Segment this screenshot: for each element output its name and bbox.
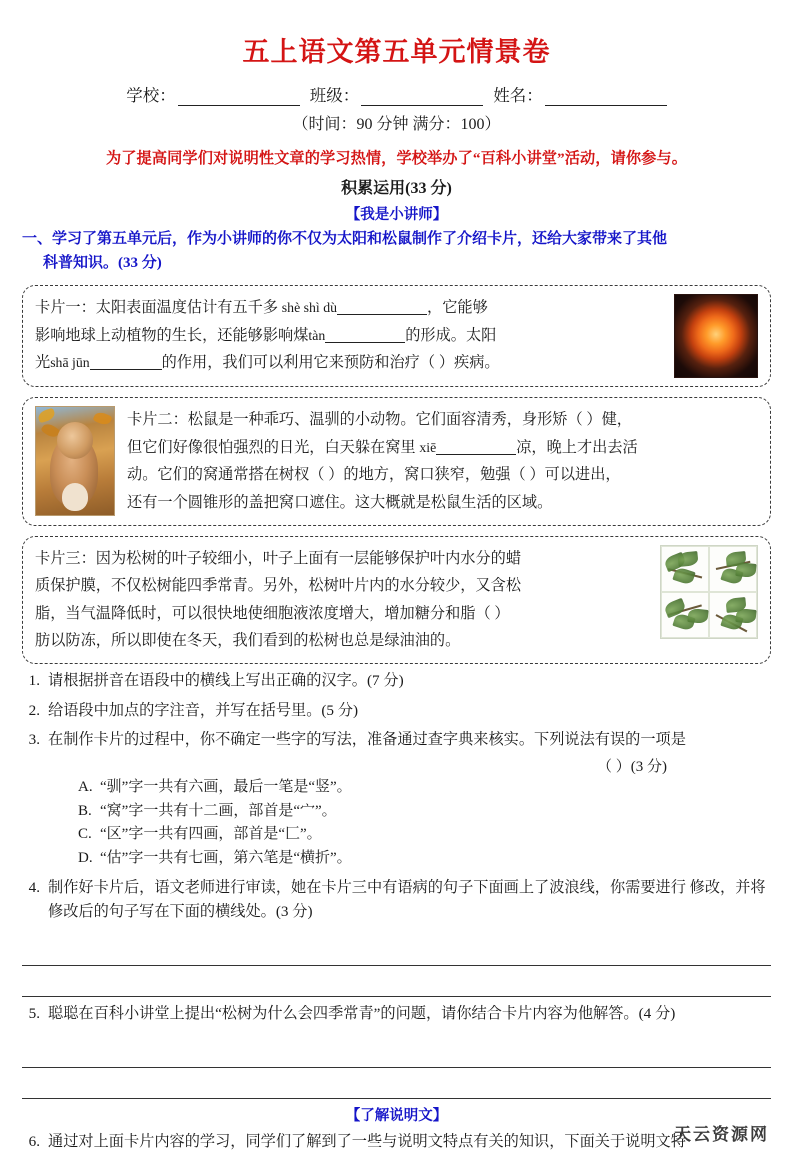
name-field[interactable] xyxy=(493,82,667,106)
school-label: 学校： xyxy=(126,86,176,106)
main-question-one xyxy=(22,228,771,275)
leaf-decor-2 xyxy=(92,410,112,427)
question-6-number: 6. xyxy=(28,1132,40,1150)
question-3 xyxy=(22,728,771,753)
question-4-line1: 制作好卡片后，语文老师进行审读，她在卡片三中有语病的句子下面画上了波浪线，你需要进行 xyxy=(48,878,686,896)
pine-cell-2 xyxy=(709,546,757,592)
question-4-body xyxy=(48,876,771,925)
question-3-answer-mark[interactable]: （ ）(3 分) xyxy=(597,759,667,776)
question-3-text: 在制作卡片的过程中，你不确定一些字的写法，准备通过查字典来核实。下列说法有误的一项是 xyxy=(48,731,686,749)
answer-line-5a[interactable] xyxy=(22,1037,771,1068)
class-field[interactable] xyxy=(310,82,484,106)
card-one-blank-1[interactable] xyxy=(337,314,427,315)
option-b-text: “窝”字一共有十二画，部首是“宀”。 xyxy=(100,802,337,819)
option-b[interactable] xyxy=(78,800,771,824)
question-1-text: 请根据拼音在语段中的横线上写出正确的汉字。(7 分) xyxy=(48,672,404,690)
option-d-text: “估”字一共有七画，第六笔是“横折”。 xyxy=(100,850,352,867)
pine-cell-3 xyxy=(661,592,709,638)
card-three xyxy=(22,536,771,665)
page-title: 五上语文第五单元情景卷 xyxy=(242,37,551,67)
option-a[interactable] xyxy=(78,776,771,800)
card-one-line3-post: 的作用，我们可以利用它来预防和治疗（ ）疾病。 xyxy=(161,354,500,372)
school-blank[interactable] xyxy=(178,90,300,106)
exam-page xyxy=(0,36,793,1157)
card-one-pinyin-2: tàn xyxy=(308,327,326,343)
answer-line-4a[interactable] xyxy=(22,935,771,966)
card-one-line2 xyxy=(35,322,662,350)
card-one-line1-post: ，它能够 xyxy=(427,298,488,316)
question-4-number: 4. xyxy=(28,878,40,896)
card-two-blank-1[interactable] xyxy=(436,454,516,455)
card-one-line3 xyxy=(35,349,662,377)
class-label: 班级： xyxy=(309,86,360,106)
pine-tuft xyxy=(735,608,756,624)
option-c-letter: C. xyxy=(78,826,92,843)
card-two xyxy=(22,397,771,526)
question-1-number: 1. xyxy=(28,672,40,690)
question-3-number: 3. xyxy=(28,731,40,749)
option-c[interactable] xyxy=(78,823,771,847)
subsection-label-expository: 【了解说明文】 xyxy=(345,1107,448,1124)
name-label: 姓名： xyxy=(493,86,543,106)
option-a-text: “驯”字一共有六画，最后一笔是“竖”。 xyxy=(100,779,352,796)
leaf-decor-3 xyxy=(40,421,60,440)
card-one-line2-post: 的形成。太阳 xyxy=(405,326,497,344)
card-one-line1 xyxy=(35,294,662,322)
option-b-letter: B. xyxy=(78,802,92,819)
answer-line-5b[interactable] xyxy=(22,1068,771,1099)
card-three-line4: 肪以防冻，所以即使在冬天，我们看到的松树也总是绿油油的。 xyxy=(35,632,461,650)
card-three-line3: 脂，当气温降低时，可以很快地使细胞液浓度增大，增加糖分和脂（ ） xyxy=(35,604,510,622)
subsection-label-teacher: 【我是小讲师】 xyxy=(345,207,448,224)
squirrel-belly xyxy=(62,483,89,511)
card-three-line2: 质保护膜，不仅松树能四季常青。另外，松树叶片内的水分较少，又含松 xyxy=(35,577,521,595)
question-6 xyxy=(22,1130,771,1155)
answer-line-4b[interactable] xyxy=(22,966,771,997)
card-two-line3: 动。它们的窝通常搭在树杈（ ）的地方，窝口狭窄，勉强（ ）可以进出， xyxy=(127,466,621,484)
leaf-decor-1 xyxy=(37,408,57,424)
question-2-number: 2. xyxy=(28,701,40,719)
card-one-blank-3[interactable] xyxy=(90,369,162,370)
card-one-line2-pre: 影响地球上动植物的生长，还能够影响煤 xyxy=(35,326,309,344)
sun-image xyxy=(674,294,758,378)
card-two-line1: 卡片二：松鼠是一种乖巧、温驯的小动物。它们面容清秀，身形矫（ ）健， xyxy=(127,410,632,428)
question-4-line2: 修改，并将修改后的句子写在下面的横线处。(3 分) xyxy=(48,878,766,921)
card-one-line3-pre: 光 xyxy=(35,354,51,372)
option-d-letter: D. xyxy=(78,850,93,867)
squirrel-image xyxy=(35,406,115,516)
pine-tuft xyxy=(735,562,756,578)
section-heading: 积累运用(33 分) xyxy=(341,180,452,198)
option-c-text: “区”字一共有四画，部首是“匚”。 xyxy=(100,826,322,843)
school-field[interactable] xyxy=(126,82,300,106)
pine-image xyxy=(660,545,758,639)
question-5-body xyxy=(48,1002,771,1027)
exam-meta: （时间：90 分钟 满分：100） xyxy=(292,116,501,134)
intro-instruction: 为了提高同学们对说明性文章的学习热情，学校举办了“百科小讲堂”活动，请你参与。 xyxy=(105,150,688,168)
option-a-letter: A. xyxy=(78,779,93,796)
question-5-number: 5. xyxy=(28,1005,40,1023)
name-blank[interactable] xyxy=(545,90,667,106)
card-three-line1: 卡片三：因为松树的叶子较细小，叶子上面有一层能够保护叶内水分的蜡 xyxy=(35,549,521,567)
class-blank[interactable] xyxy=(361,90,483,106)
main-question-line2: 科普知识。(33 分) xyxy=(43,254,162,271)
question-1 xyxy=(22,669,771,694)
watermark: 天云资源网 xyxy=(674,1125,769,1145)
card-two-line2 xyxy=(127,434,758,462)
card-two-line2-pre: 但它们好像很怕强烈的日光，白天躲在窝里 xyxy=(127,438,420,456)
card-two-text xyxy=(127,406,758,517)
question-4 xyxy=(22,876,771,925)
card-three-text xyxy=(35,545,648,656)
card-two-pinyin-1: xiē xyxy=(419,439,437,455)
pine-tuft xyxy=(687,608,708,624)
card-one-line1-pre: 卡片一：太阳表面温度估计有五千多 xyxy=(35,298,282,316)
card-one-text xyxy=(35,294,662,377)
question-5 xyxy=(22,1002,771,1027)
card-two-line2-post: 凉，晚上才出去活 xyxy=(516,438,638,456)
pine-cell-4 xyxy=(709,592,757,638)
main-question-line1: 一、学习了第五单元后，作为小讲师的你不仅为太阳和松鼠制作了介绍卡片，还给大家带来了其他 xyxy=(22,231,668,248)
card-one-pinyin-3: shā jūn xyxy=(50,355,90,371)
question-5-line1: 聪聪在百科小讲堂上提出“松树为什么会四季常青”的问题，请你结合卡片内容为他解答。(4 xyxy=(48,1005,652,1023)
question-2-text: 给语段中加点的字注音，并写在括号里。(5 分) xyxy=(48,701,359,719)
question-6-text: 通过对上面卡片内容的学习，同学们了解到了一些与说明文特点有关的知识，下面关于说明文特 xyxy=(48,1132,686,1150)
card-one-blank-2[interactable] xyxy=(325,342,405,343)
card-one xyxy=(22,285,771,387)
question-5-line2: 分) xyxy=(655,1005,676,1023)
card-one-pinyin-1: shè shì dù xyxy=(281,299,337,315)
pine-tuft xyxy=(672,567,695,586)
option-d[interactable] xyxy=(78,847,771,871)
pine-cell-1 xyxy=(661,546,709,592)
card-two-line4: 还有一个圆锥形的盖把窝口遮住。这大概就是松鼠生活的区域。 xyxy=(127,493,553,511)
identity-fields xyxy=(22,82,771,106)
question-2 xyxy=(22,699,771,724)
